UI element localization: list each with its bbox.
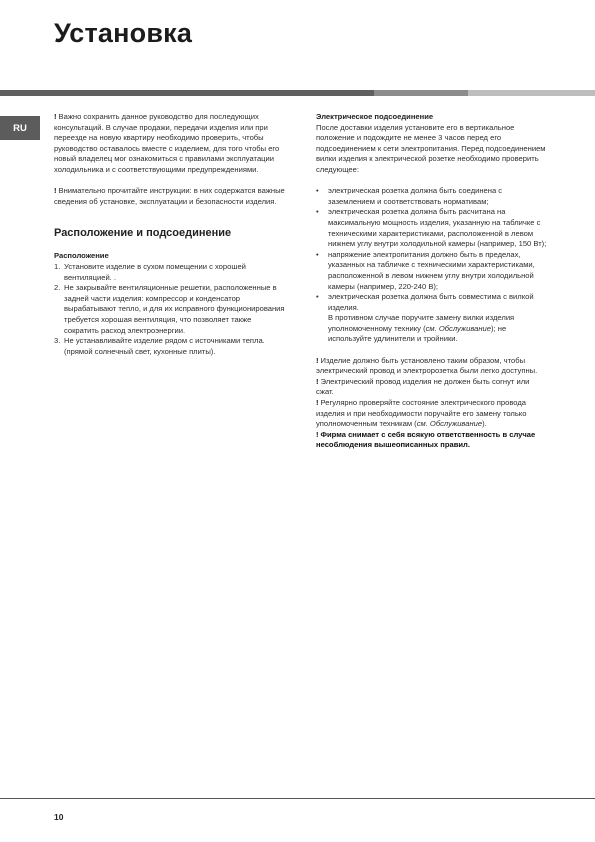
service-reference: см. Обслуживание <box>416 419 483 429</box>
footer-divider <box>0 798 595 799</box>
right-column <box>316 112 548 451</box>
list-item: 1. Установите изделие в сухом помещении с хорошей вентиляцией. . <box>54 261 246 282</box>
electrical-intro: После доставки изделия установите его в вертикальное положение и подождите не менее 3 часов перед его подсоединением к сети электропитания. Перед подсоединением вилки изделия к электрической розетке необходимо проверить следующее: <box>316 122 546 174</box>
placement-list <box>54 262 286 357</box>
warning-icon: ! <box>316 429 319 439</box>
note-1: ! Изделие должно быть установлено таким образом, чтобы электрический провод и электророзетка были легко доступны. <box>316 355 538 376</box>
list-item: 2. Не закрывайте вентиляционные решетки, расположенные в задней части изделия: компрессор и конденсатор вырабатывают тепло, и для их исправного функционирования требуется хорошая вентиляция, что позволяет также сократить расход электроэнергии. <box>54 283 285 335</box>
note-4: ! Фирма снимает с себя всякую ответственность в случае несоблюдения вышеописанных правил. <box>316 429 536 450</box>
electrical-checklist <box>316 186 548 345</box>
note-3: ! Регулярно проверяйте состояние электрического провода изделия и при необходимости поручайте его замену только уполномоченным техникам (см. Обслуживание). <box>316 398 527 429</box>
list-item: • напряжение электропитания должно быть в пределах, указанных на табличке с техническими характеристиками, расположенной в левом нижнем углу внутри холодильной камеры (например, 220-240 В); <box>316 249 535 291</box>
service-reference: см. Обслуживание <box>425 323 491 333</box>
note-2: ! Электрический провод изделия не должен быть согнут или сжат. <box>316 376 530 397</box>
list-item: • электрическая розетка должна быть расчитана на максимальную мощность изделия, указанную на табличке с техническими характеристиками, расположенной в левом нижнем углу внутри холодильной камеры (например, 150 Вт); <box>316 207 547 249</box>
intro-paragraph-2 <box>54 186 286 207</box>
page-title: Установка <box>54 18 193 48</box>
section-heading: Расположение и подсоединение <box>54 227 232 240</box>
left-column <box>54 112 286 357</box>
header-bar-light <box>468 90 595 96</box>
list-item: • электрическая розетка должна быть соединена с заземлением и соответствовать нормативам; <box>316 186 503 206</box>
warning-icon: ! <box>54 186 57 196</box>
intro-text-2: Внимательно прочитайте инструкции: в них содержатся важные сведения об установке, эксплуатации и безопасности изделия. <box>54 186 285 206</box>
warning-icon: ! <box>54 112 57 121</box>
warning-icon: ! <box>316 398 319 408</box>
header-bar-dark <box>0 90 374 96</box>
intro-paragraph-1 <box>54 112 286 176</box>
list-item: 3. Не устанавливайте изделие рядом с источниками тепла. (прямой солнечный свет, кухонные плиты). <box>54 336 265 356</box>
header-bar-mid <box>374 90 468 96</box>
language-tab: RU <box>0 116 40 140</box>
warning-icon: ! <box>316 376 319 386</box>
list-item: • электрическая розетка должна быть совместима с вилкой изделия. В противном случае поручите замену вилки изделия уполномоченному технику (см. Обслуживание); не используйте удлинители и тройники. <box>316 292 534 344</box>
intro-text-1: Важно сохранить данное руководство для последующих консультаций. В случае продажи, передачи изделия или при переезде на новую квартиру необходимо проверить, чтобы руководство оставалось вместе с изделием, для того чтобы его новый владелец мог ознакомиться с правилами эксплуатации холодильника и с соответствующими предупреждениями. <box>54 112 280 174</box>
warning-icon: ! <box>316 355 319 365</box>
page-number: 10 <box>54 812 64 822</box>
electrical-heading: Электрическое подсоединение <box>316 112 434 121</box>
subsection-heading: Расположение <box>54 251 109 261</box>
